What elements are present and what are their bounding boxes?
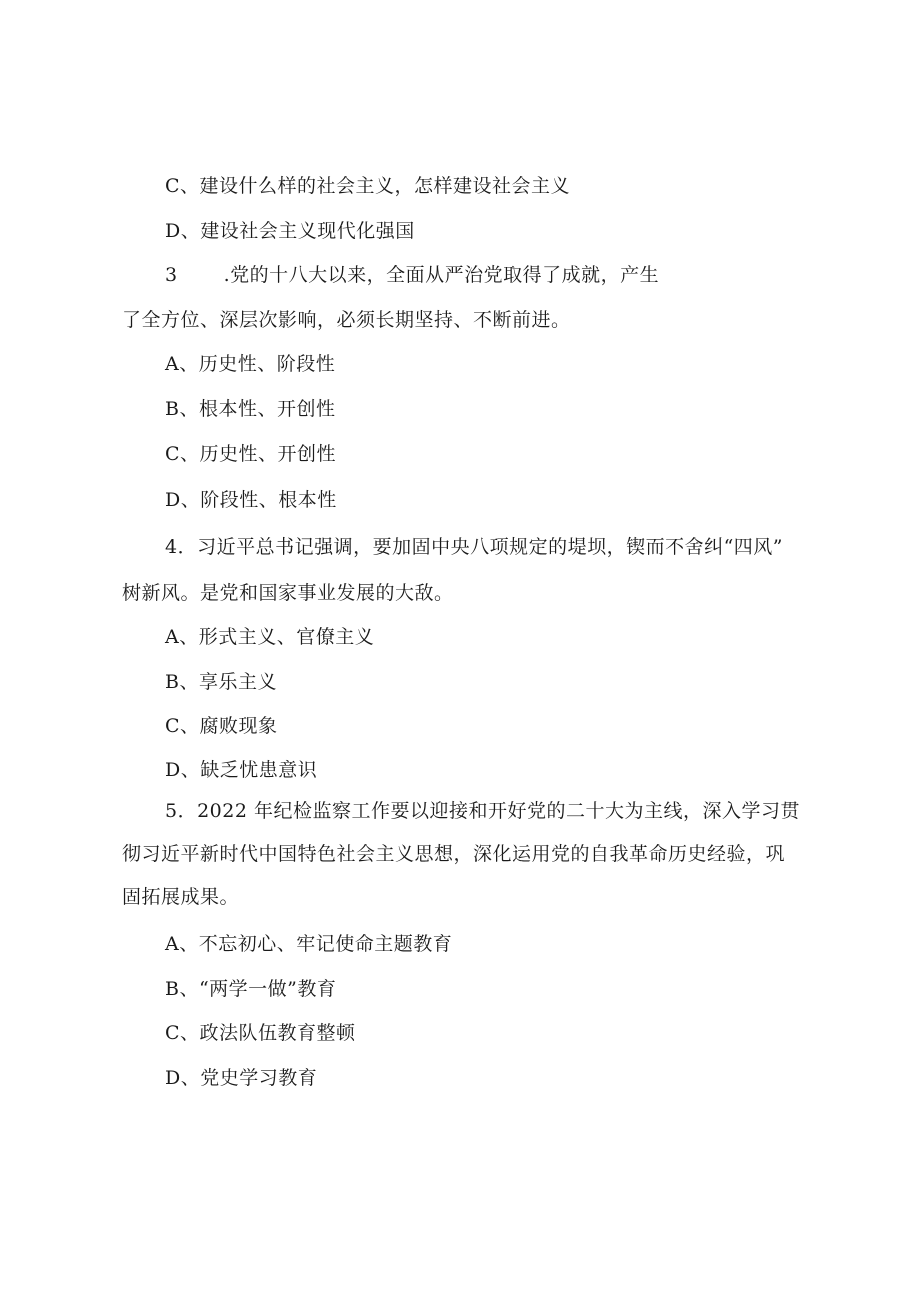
question-text: ．习近平总书记强调，要加固中央八项规定的堤坝，锲而不舍纠“四风” xyxy=(177,536,784,558)
q3-option-c xyxy=(165,442,336,466)
question-number: 5 xyxy=(165,800,178,822)
q5-stem-line1 xyxy=(165,799,800,823)
option-label: C、 xyxy=(165,175,200,197)
option-label: B、 xyxy=(165,398,199,420)
q5-option-b xyxy=(165,977,336,1001)
q3-stem-line1 xyxy=(165,263,659,287)
q4-stem-line2: 树新风。是党和国家事业发展的大敌。 xyxy=(122,582,454,604)
option-label: D、 xyxy=(165,1067,201,1089)
q3-option-a xyxy=(165,352,335,376)
option-text: 享乐主义 xyxy=(198,671,277,693)
option-label: C、 xyxy=(165,715,200,737)
question-number: 3 xyxy=(165,264,178,286)
question-text: ．2022 年纪检监察工作要以迎接和开好党的二十大为主线，深入学习贯 xyxy=(177,800,800,822)
option-label: A、 xyxy=(165,353,199,375)
q5-option-d xyxy=(165,1066,317,1090)
q3-option-b xyxy=(165,397,335,421)
option-text: 腐败现象 xyxy=(199,715,278,737)
option-text: 历史性、开创性 xyxy=(199,443,337,465)
option-label: B、 xyxy=(165,978,199,1000)
option-text: 阶段性、根本性 xyxy=(200,489,337,511)
option-label: A、 xyxy=(165,933,199,955)
q4-option-c xyxy=(165,714,278,738)
q3-stem-line2: 了全方位、深层次影响，必须长期坚持、不断前进。 xyxy=(122,309,571,331)
q5-stem-line3: 固拓展成果。 xyxy=(122,886,240,908)
option-text: “两学一做”教育 xyxy=(198,978,337,1000)
q3-option-d xyxy=(165,488,337,512)
option-label: A、 xyxy=(165,626,199,648)
option-text: 不忘初心、牢记使命主题教育 xyxy=(198,933,453,955)
question-text: .党的十八大以来，全面从严治党取得了成就，产生 xyxy=(223,264,660,286)
q5-stem-line2: 彻习近平新时代中国特色社会主义思想，深化运用党的自我革命历史经验，巩 xyxy=(122,843,786,865)
q2-option-d xyxy=(165,219,415,243)
q4-option-b xyxy=(165,670,277,694)
option-text: 根本性、开创性 xyxy=(198,398,336,420)
q5-option-a xyxy=(165,932,452,956)
option-text: 缺乏忧患意识 xyxy=(200,759,318,781)
option-text: 历史性、阶段性 xyxy=(198,353,336,375)
option-label: D、 xyxy=(165,759,201,781)
option-label: C、 xyxy=(165,443,200,465)
option-label: B、 xyxy=(165,671,199,693)
option-label: D、 xyxy=(165,489,201,511)
question-number: 4 xyxy=(165,536,178,558)
q4-stem-line1 xyxy=(165,535,783,559)
q4-option-d xyxy=(165,758,317,782)
q2-option-c xyxy=(165,174,570,198)
q5-option-c xyxy=(165,1021,356,1045)
option-label: C、 xyxy=(165,1022,200,1044)
q4-option-a xyxy=(165,625,374,649)
option-text: 政法队伍教育整顿 xyxy=(199,1022,356,1044)
option-text: 建设什么样的社会主义，怎样建设社会主义 xyxy=(199,175,571,197)
option-text: 党史学习教育 xyxy=(200,1067,318,1089)
option-text: 形式主义、官僚主义 xyxy=(198,626,375,648)
option-text: 建设社会主义现代化强国 xyxy=(200,220,415,242)
option-label: D、 xyxy=(165,220,201,242)
